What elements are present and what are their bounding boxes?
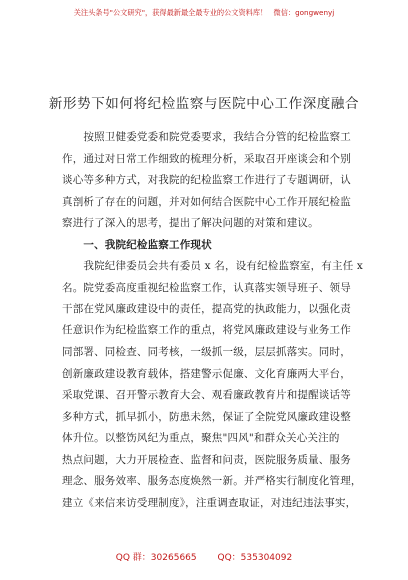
body-line: 建立《来信来访受理制度》，注重调查取证，对违纪违法事实， <box>62 497 357 509</box>
intro-line: 按照卫健委党委和院党委要求，我结合分管的纪检监察工 <box>62 131 351 143</box>
header-promo-text: 关注头条号"公文研究"，获得最新最全最专业的公文资料库！ <box>73 8 268 17</box>
footer-qq-group: QQ 群：30265665 <box>115 553 197 563</box>
body-line: 任意识作为纪检监察工作的重点，将党风廉政建设与业务工作 <box>62 324 351 336</box>
body-line: 我院纪律委员会共有委员 x 名，设有纪检监察室，有主任 x <box>62 260 364 272</box>
document-title: 新形势下如何将纪检监察与医院中心工作深度融合 <box>48 96 360 112</box>
body-line: 干部在党风廉政建设中的责任，提高党的执政能力，以强化责 <box>62 303 351 315</box>
footer-qq: QQ：535304092 <box>217 553 293 563</box>
body-line: 创新廉政建设教育载体，搭建警示促廉、文化育廉两大平台， <box>62 368 351 380</box>
body-line: 同部署、同检查、同考核，一级抓一级，层层抓落实。同时， <box>62 346 351 358</box>
body-line: 热点问题，大力开展检查、监督和问责，医院服务质量、服务 <box>62 454 351 466</box>
body-line: 体升位。以整饬风纪为重点，聚焦"四风"和群众关心关注的 <box>62 432 340 444</box>
body-line: 名。院党委高度重视纪检监察工作，认真落实领导班子、领导 <box>62 282 351 294</box>
body-line: 理念、服务效率、服务态度焕然一新。并严格实行制度化管理， <box>62 475 362 487</box>
section-heading: 一、我院纪检监察工作现状 <box>62 239 212 251</box>
header-wechat-text: 微信：gongwenyj <box>273 8 335 17</box>
intro-line: 察进行了深入的思考，提出了解决问题的对策和建议。 <box>62 217 319 229</box>
page-header-banner <box>0 8 408 18</box>
page-footer <box>0 550 408 563</box>
intro-line: 作，通过对日常工作细致的梳理分析，采取召开座谈会和个别 <box>62 153 351 165</box>
body-line: 采取党课、召开警示教育大会、观看廉政教育片和提醒谈话等 <box>62 389 351 401</box>
body-line: 多种方式，抓早抓小，防患未然，保证了全院党风廉政建设整 <box>62 411 351 423</box>
intro-line: 真剖析了存在的问题，并对如何结合医院中心工作开展纪检监 <box>62 196 351 208</box>
intro-line: 谈心等多种方式，对我院的纪检监察工作进行了专题调研，认 <box>62 174 351 186</box>
